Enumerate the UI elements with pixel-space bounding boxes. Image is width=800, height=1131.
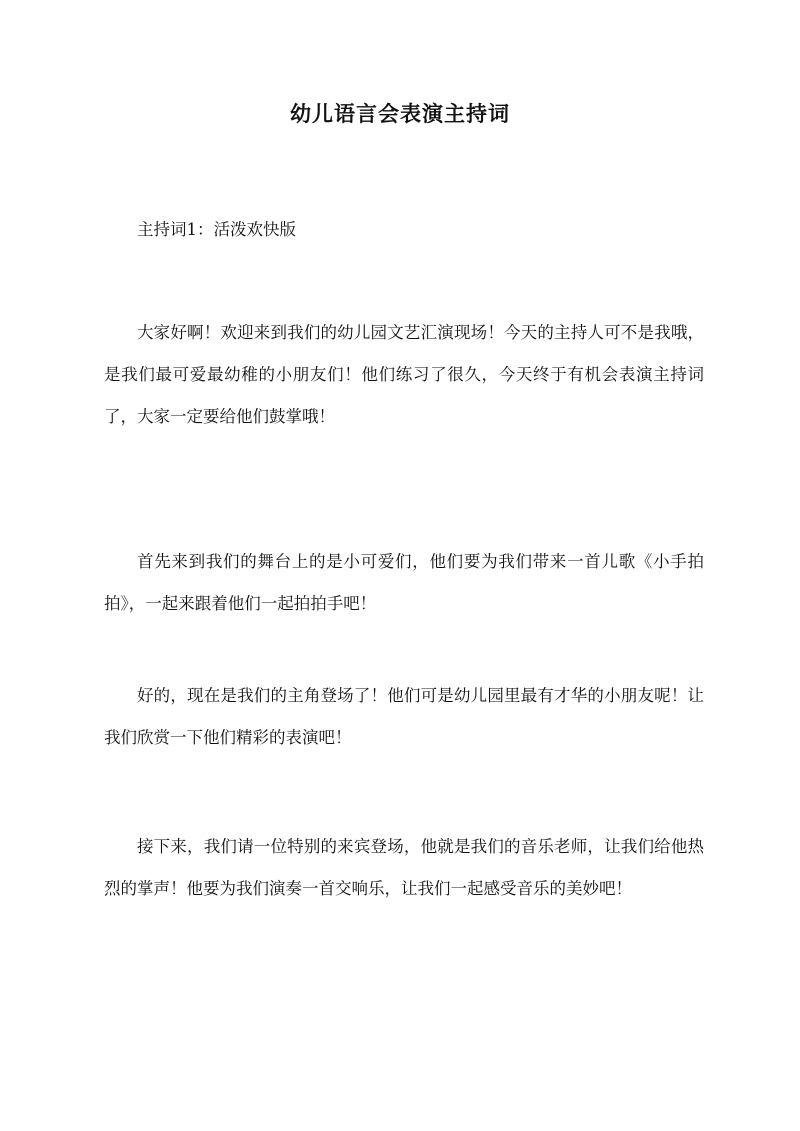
paragraph-main-act: 好的，现在是我们的主角登场了！他们可是幼儿园里最有才华的小朋友呢！让我们欣赏一下他们精彩的表演吧！ — [104, 686, 704, 747]
paragraph-first-act: 首先来到我们的舞台上的是小可爱们，他们要为我们带来一首儿歌《小手拍拍》，一起来跟着他们一起拍拍手吧！ — [104, 552, 704, 613]
paragraph-special-guest: 接下来，我们请一位特别的来宾登场，他就是我们的音乐老师，让我们给他热烈的掌声！他要为我们演奏一首交响乐，让我们一起感受音乐的美妙吧！ — [104, 837, 704, 898]
document-title: 幼儿语言会表演主持词 — [290, 101, 510, 126]
section-heading: 主持词1：活泼欢快版 — [137, 220, 296, 239]
paragraph-greeting: 大家好啊！欢迎来到我们的幼儿园文艺汇演现场！今天的主持人可不是我哦，是我们最可爱最幼稚的小朋友们！他们练习了很久，今天终于有机会表演主持词了，大家一定要给他们鼓掌哦！ — [104, 323, 704, 426]
